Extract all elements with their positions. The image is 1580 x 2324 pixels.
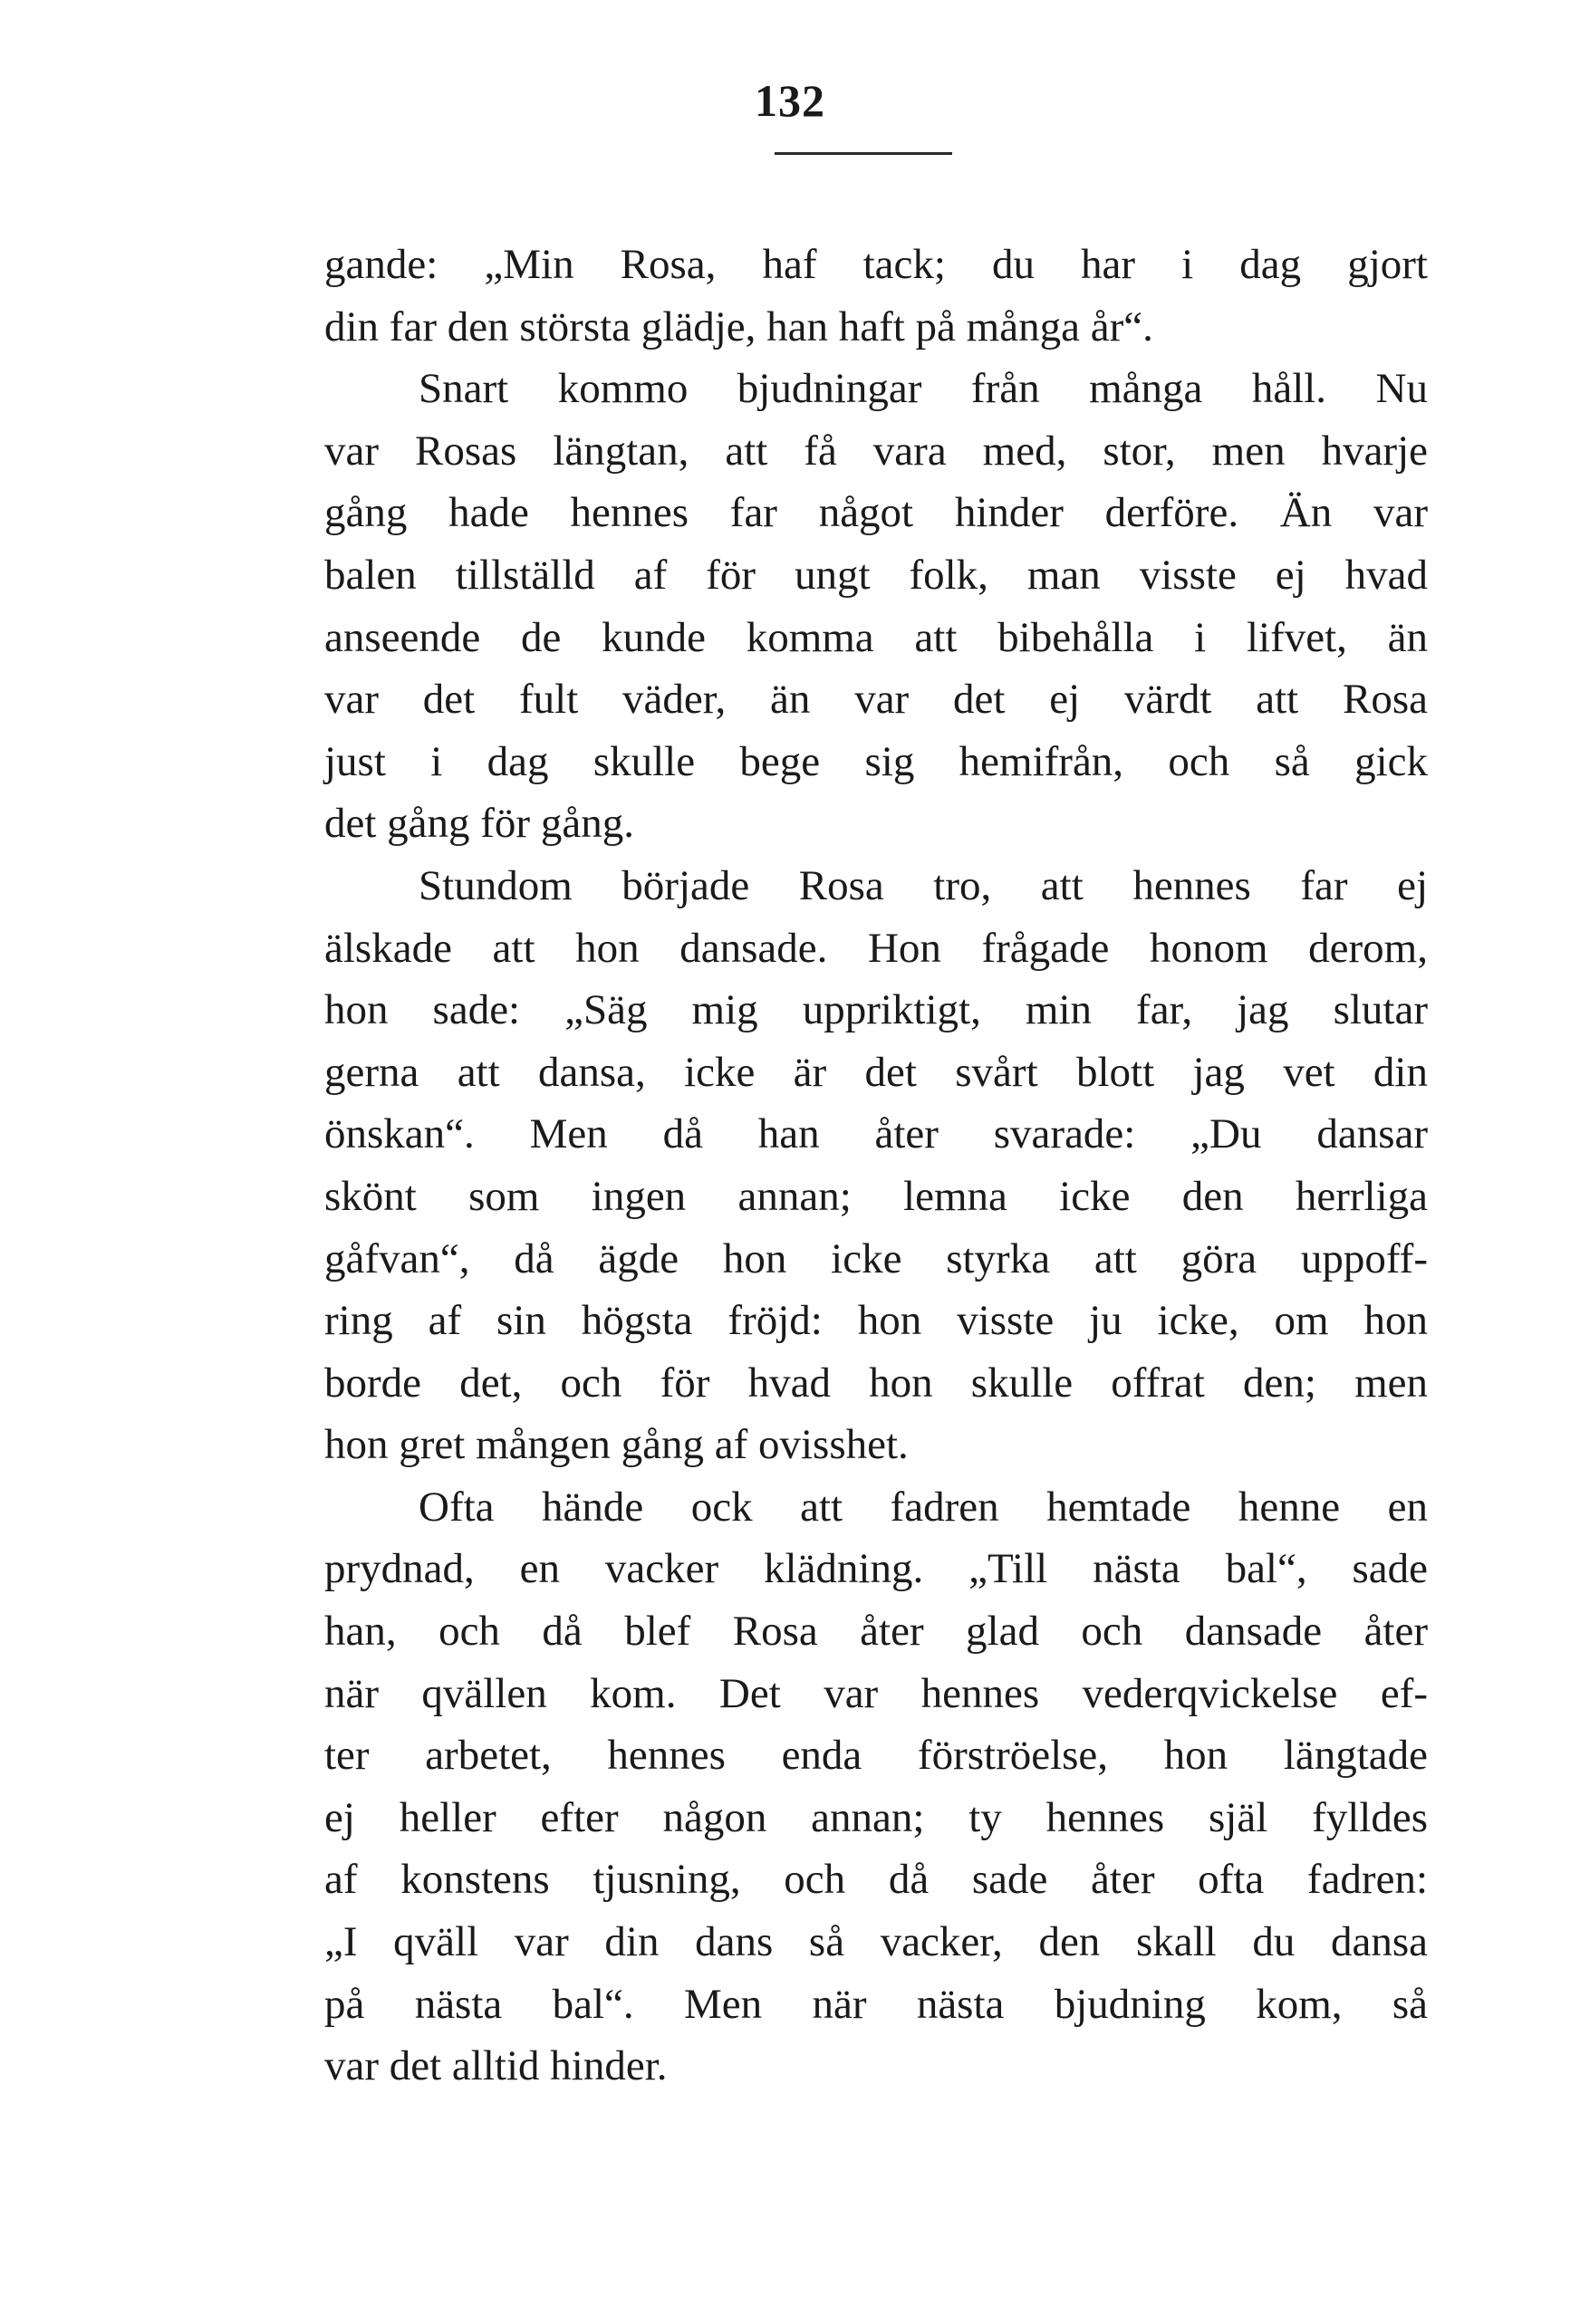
- text-line: hon sade: „Säg mig uppriktigt, min far, jag slutar: [324, 986, 1428, 1034]
- text-line: balen tillställd af för ungt folk, man visste ej hvad: [324, 551, 1428, 599]
- text-line: just i dag skulle bege sig hemifrån, och så gick: [324, 737, 1428, 785]
- page-number: 132: [755, 75, 825, 126]
- text-line: på nästa bal“. Men när nästa bjudning kom, så: [324, 1980, 1428, 2028]
- text-line: gande: „Min Rosa, haf tack; du har i dag gjort: [324, 241, 1428, 288]
- text-line: önskan“. Men då han åter svarade: „Du dansar: [324, 1110, 1428, 1158]
- text-line: ring af sin högsta fröjd: hon visste ju icke, om hon: [324, 1297, 1428, 1345]
- text-line: „I qväll var din dans så vacker, den skall du dansa: [324, 1918, 1428, 1966]
- text-line: gång hade hennes far något hinder derföre. Än var: [324, 489, 1428, 537]
- text-line: älskade att hon dansade. Hon frågade honom derom,: [324, 924, 1428, 972]
- text-line: var det alltid hinder.: [324, 2042, 668, 2090]
- text-line: skönt som ingen annan; lemna icke den herrliga: [324, 1172, 1428, 1220]
- text-line: när qvällen kom. Det var hennes vederqvickelse ef-: [324, 1669, 1428, 1717]
- header-rule: [775, 152, 952, 155]
- text-line: Ofta hände ock att fadren hemtade henne en: [419, 1483, 1428, 1531]
- text-line: af konstens tjusning, och då sade åter ofta fadren:: [324, 1856, 1428, 1904]
- text-line: din far den största glädje, han haft på många år“.: [324, 303, 1153, 351]
- body-text: [324, 234, 1428, 2098]
- text-line: Snart kommo bjudningar från många håll. Nu: [419, 365, 1428, 413]
- text-line: anseende de kunde komma att bibehålla i lifvet, än: [324, 613, 1428, 661]
- text-line: var Rosas längtan, att få vara med, stor, men hvarje: [324, 427, 1428, 475]
- text-line: ej heller efter någon annan; ty hennes själ fylldes: [324, 1793, 1428, 1841]
- text-line: borde det, och för hvad hon skulle offrat den; men: [324, 1359, 1428, 1407]
- text-line: gåfvan“, då ägde hon icke styrka att göra uppoff-: [324, 1234, 1428, 1282]
- text-line: gerna att dansa, icke är det svårt blott jag vet din: [324, 1048, 1428, 1096]
- text-line: var det fult väder, än var det ej värdt att Rosa: [324, 676, 1428, 724]
- text-line: ter arbetet, hennes enda förströelse, hon längtade: [324, 1732, 1428, 1780]
- text-line: prydnad, en vacker klädning. „Till nästa bal“, sade: [324, 1545, 1428, 1593]
- text-line: hon gret mången gång af ovisshet.: [324, 1421, 909, 1469]
- text-line: det gång för gång.: [324, 800, 634, 848]
- text-line: Stundom började Rosa tro, att hennes far ej: [419, 861, 1428, 909]
- text-line: han, och då blef Rosa åter glad och dansade åter: [324, 1608, 1428, 1656]
